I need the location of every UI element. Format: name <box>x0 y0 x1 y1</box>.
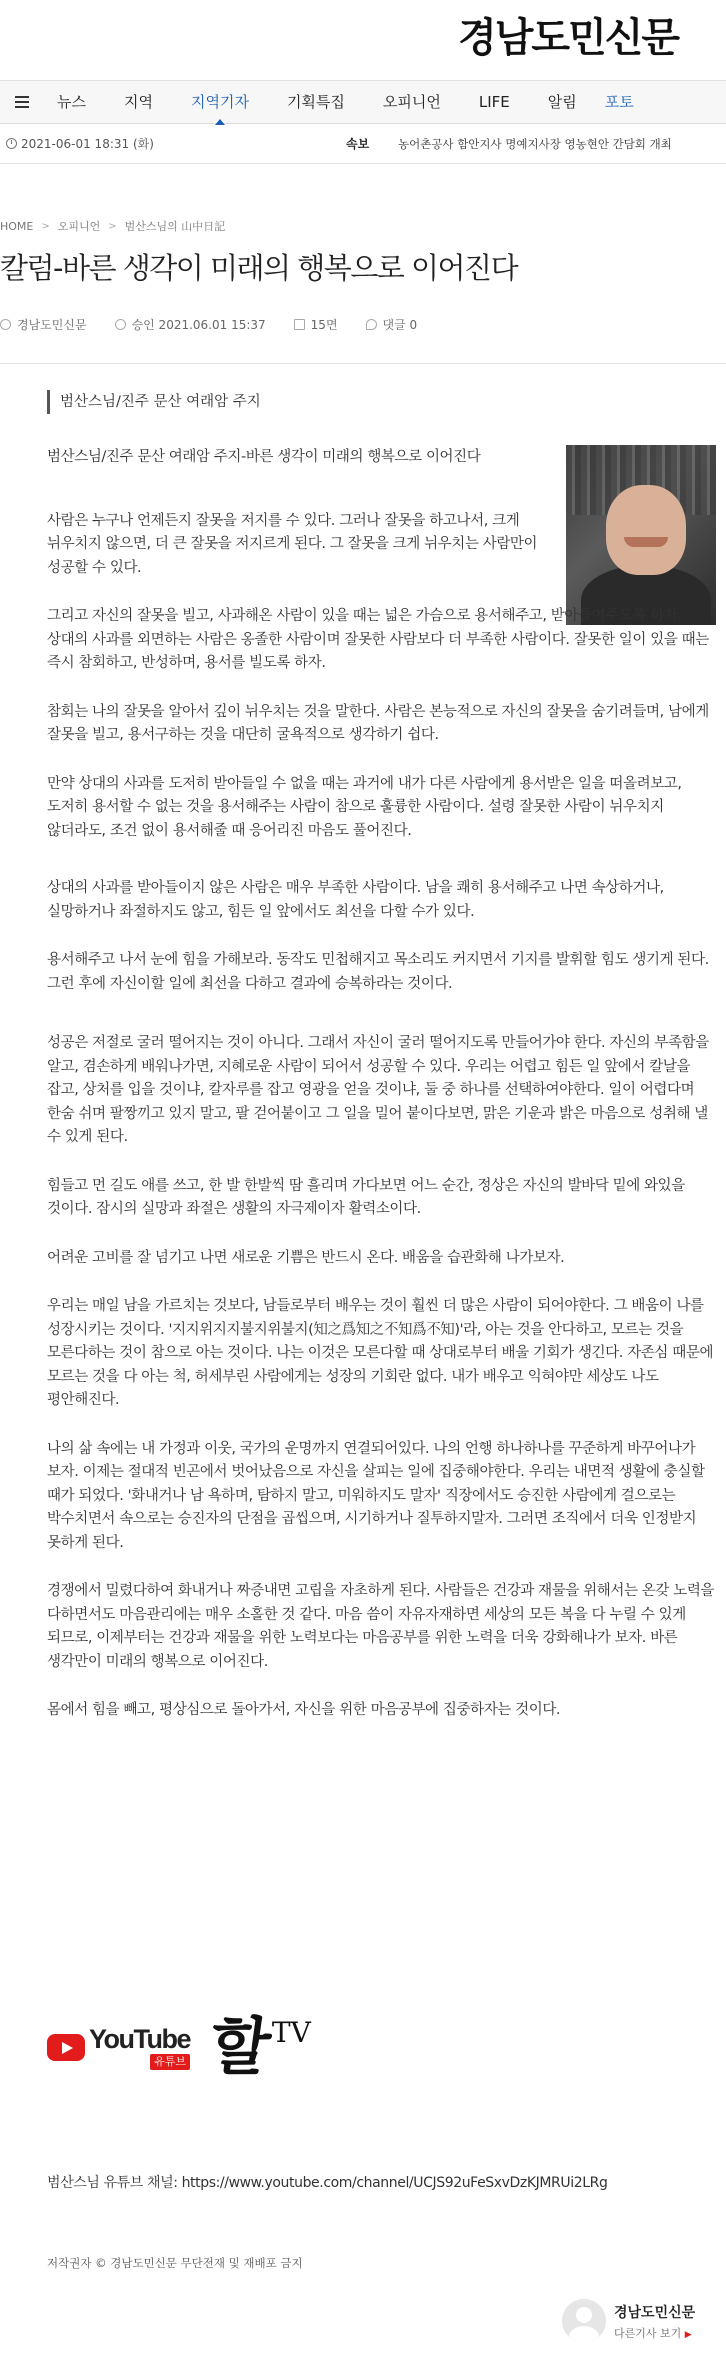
article-headline: 칼럼-바른 생각이 미래의 행복으로 이어진다 <box>0 251 518 285</box>
nav-special-feature[interactable]: 기획특집 <box>286 93 345 111</box>
youtube-play-icon <box>47 2034 85 2061</box>
nav-life[interactable]: LIFE <box>478 93 510 111</box>
meta-comments[interactable] <box>366 316 418 333</box>
breadcrumb <box>0 218 225 234</box>
article-paragraph: 그리고 자신의 잘못을 빌고, 사과해온 사람이 있을 때는 넓은 가슴으로 용서해주고, 받아들여주도록 하자. 상대의 사과를 외면하는 사람은 옹졸한 사람이며 잘못한 사람보다 더 부족한 사람이다. 잘못한 일이 있을 때는 즉시 참회하고, 반성하며, 용서를 빌도록 하자. <box>47 608 709 671</box>
article-paragraph: 우리는 매일 남을 가르치는 것보다, 남들로부터 배우는 것이 훨씬 더 많은 사람이 되어야한다. 그 배움이 나를 성장시키는 것이다. '지지위지지불지위불지(知之爲知之不知爲不知)'라, 아는 것을 안다하고, 모르는 것을 모른다하는 것이 참으로 아는 것이다. 나는 이것은 모른다할 때 상대로부터 배울 기회가 생긴다. 자존심 때문에 모르는 것을 다 아는 척, 허세부린 사람에게는 성장의 기회란 없다. 내가 배우고 익혀야만 세상도 나도 평안해진다. <box>47 1298 714 1408</box>
meta-approved-text: 승인 2021.06.01 15:37 <box>131 318 266 332</box>
hamburger-menu-icon[interactable] <box>0 80 44 124</box>
clock-icon <box>115 319 126 330</box>
youtube-logo <box>47 2025 190 2070</box>
nav-notice[interactable]: 알림 <box>547 93 577 111</box>
article-paragraph: 용서해주고 나서 눈에 힘을 가해보라. 동작도 민첩해지고 목소리도 커지면서 기지를 발휘할 힘도 생기게 된다. 그런 후에 자신이할 일에 최선을 다하고 결과에 승복하라는 것이다. <box>47 952 709 992</box>
article-paragraph: 몸에서 힘을 빼고, 평상심으로 돌아가서, 자신을 위한 마음공부에 집중하자는 것이다. <box>47 1702 561 1718</box>
article-paragraph: 경쟁에서 밀렸다하여 화내거나 짜증내면 고립을 자초하게 된다. 사람들은 건강과 재물을 위해서는 온갖 노력을 다하면서도 마음관리에는 매우 소홀한 것 같다. 마음 씀이 자유자재하면 세상의 모든 복을 다 누릴 수 있게 되므로, 이제부터는 건강과 재물을 위한 노력보다는 마음공부를 위한 노력을 더욱 강화해나가 보자. 바른 생각만이 미래의 행복으로 이어진다. <box>47 1583 715 1670</box>
gnb-items <box>44 80 634 124</box>
article-paragraph: 참회는 나의 잘못을 알아서 깊이 뉘우치는 것을 말한다. 사람은 본능적으로 자신의 잘못을 숨기려들며, 남에게 잘못을 빌고, 용서구하는 것을 대단히 굴욕적으로 생각하기 쉽다. <box>47 703 709 743</box>
article-paragraph: 상대의 사과를 받아들이지 않은 사람은 매우 부족한 사람이다. 남을 쾌히 용서해주고 나면 속상하거나, 실망하거나 좌절하지도 않고, 힘든 일 앞에서도 최선을 다할 수가 있다. <box>47 880 664 920</box>
breaking-news-link[interactable]: 농어촌공사 함안지사 명예지사장 영농현안 간담회 개최 <box>398 136 672 151</box>
book-icon <box>294 319 305 330</box>
article-paragraph: 힘들고 먼 길도 애를 쓰고, 한 발 한발씩 땀 흘리며 가다보면 어느 순간, 정상은 자신의 발바닥 밑에 와있을 것이다. 잠시의 실망과 좌절은 생활의 자극제이자 활력소이다. <box>47 1177 685 1217</box>
more-articles-text: 다른기사 보기 <box>614 2326 682 2340</box>
reporter-name: 경남도민신문 <box>614 2304 696 2321</box>
main-navigation <box>0 80 726 124</box>
reporter-card <box>562 2296 722 2346</box>
article-paragraph: 사람은 누구나 언제든지 잘못을 저지를 수 있다. 그러나 잘못을 하고나서, 크게 뉘우치지 않으면, 더 큰 잘못을 저지르게 된다. 그 잘못을 크게 뉘우치는 사람만이 성공할 수 있다. <box>47 512 538 576</box>
nav-photo[interactable]: 포토 <box>604 93 634 111</box>
copyright-notice: 저작권자 © 경남도민신문 무단전재 및 재배포 금지 <box>47 2256 303 2270</box>
breadcrumb-column[interactable]: 범산스님의 山中日記 <box>124 220 226 233</box>
nav-local-reporter[interactable]: 지역기자 <box>191 80 249 124</box>
article-meta <box>0 316 445 333</box>
article-body <box>47 446 717 1723</box>
chevron-right-icon: > <box>108 220 117 232</box>
top-logo-bar <box>0 0 726 80</box>
article-paragraph: 성공은 저절로 굴러 떨어지는 것이 아니다. 그래서 자신이 굴러 떨어지도록 만들어가야 한다. 자신의 부족함을 알고, 겸손하게 배워나가면, 지혜로운 사람이 되어서 성공할 수 있다. 우리는 어렵고 힘든 일 앞에서 칼날을 잡고, 상처를 입을 것이냐, 칼자루를 잡고 영광을 얻을 것이냐, 둘 중 하나를 선택하여야한다. 일이 어렵다며 한숨 쉬며 팔짱끼고 있지 말고, 팔 걷어붙이고 그 일을 밀어 붙이다보면, 맑은 기운과 밝은 마음으로 성취해 낼 수 있게 된다. <box>47 1035 709 1145</box>
youtube-word: YouTube <box>89 2023 190 2054</box>
chevron-right-icon: > <box>41 220 50 232</box>
channel-logos <box>47 2012 311 2082</box>
youtube-channel-link[interactable]: 범산스님 유튜브 채널: https://www.youtube.com/channel/UCJS92uFeSxvDzKJMRUi2LRg <box>47 2175 608 2191</box>
hal-tv-char: 할 <box>204 2010 276 2083</box>
hal-tv-tv: TV <box>271 2016 311 2049</box>
more-articles-link[interactable] <box>614 2327 692 2340</box>
youtube-text <box>89 2025 190 2070</box>
article-paragraph: 만약 상대의 사과를 도저히 받아들일 수 없을 때는 과거에 내가 다른 사람에게 용서받은 일을 떠올려보고, 도저히 용서할 수 없는 것을 용서해주는 사람이 참으로 훌륭한 사람이다. 설령 잘못한 사람이 뉘우치지 않더라도, 조건 없이 용서해줄 때 응어리진 마음도 풀어진다. <box>47 775 682 839</box>
avatar <box>562 2299 606 2343</box>
user-icon <box>0 319 11 330</box>
meta-approved <box>115 316 266 333</box>
article-paragraph: 나의 삶 속에는 내 가정과 이웃, 국가의 운명까지 연결되어있다. 나의 언행 하나하나를 꾸준하게 바꾸어나가 보자. 이제는 절대적 빈곤에서 벗어났음으로 자신을 살피는 일에 집중해야한다. 우리는 내면적 생활에 충실할 때가 되었다. '화내거나 남 욕하며, 탐하지 말고, 미워하지도 말자' 직장에서도 승진한 사람에게 걸으로는 박수치면서 속으로는 승진자의 단점을 곱씹으며, 시기하거나 질투하지말자. 그러면 조직에서 더욱 인정받지 못하게 된다. <box>47 1440 705 1551</box>
article-paragraph: 범산스님/진주 문산 여래암 주지-바른 생각이 미래의 행복으로 이어진다 <box>47 449 481 465</box>
comment-icon <box>366 319 377 330</box>
play-arrow-icon: ▶ <box>684 2329 692 2340</box>
nav-region[interactable]: 지역 <box>123 93 153 111</box>
article-subtitle: 범산스님/진주 문산 여래암 주지 <box>47 390 261 414</box>
meta-divider <box>0 363 726 364</box>
breadcrumb-home[interactable]: HOME <box>0 219 34 233</box>
current-datetime: 2021-06-01 18:31 (화) <box>21 137 154 151</box>
clock-icon <box>6 138 17 149</box>
nav-opinion[interactable]: 오피니언 <box>382 93 441 111</box>
meta-page <box>294 316 338 333</box>
meta-page-text: 15면 <box>310 318 338 332</box>
site-logo[interactable]: 경남도민신문 <box>458 15 678 61</box>
article-paragraph: 어려운 고비를 잘 넘기고 나면 새로운 기쁨은 반드시 온다. 배움을 습관화해 나가보자. <box>47 1249 565 1266</box>
breadcrumb-opinion[interactable]: 오피니언 <box>57 220 101 233</box>
nav-news[interactable]: 뉴스 <box>57 93 86 111</box>
breaking-news-label: 속보 <box>346 137 370 151</box>
reporter-info <box>614 2302 695 2341</box>
meta-comments-text: 댓글 0 <box>382 318 418 332</box>
info-bar <box>0 124 726 164</box>
meta-author-text: 경남도민신문 <box>17 318 87 332</box>
meta-author <box>0 316 87 333</box>
youtube-badge: 유튜브 <box>150 2054 190 2070</box>
hal-tv-logo <box>204 2010 311 2083</box>
